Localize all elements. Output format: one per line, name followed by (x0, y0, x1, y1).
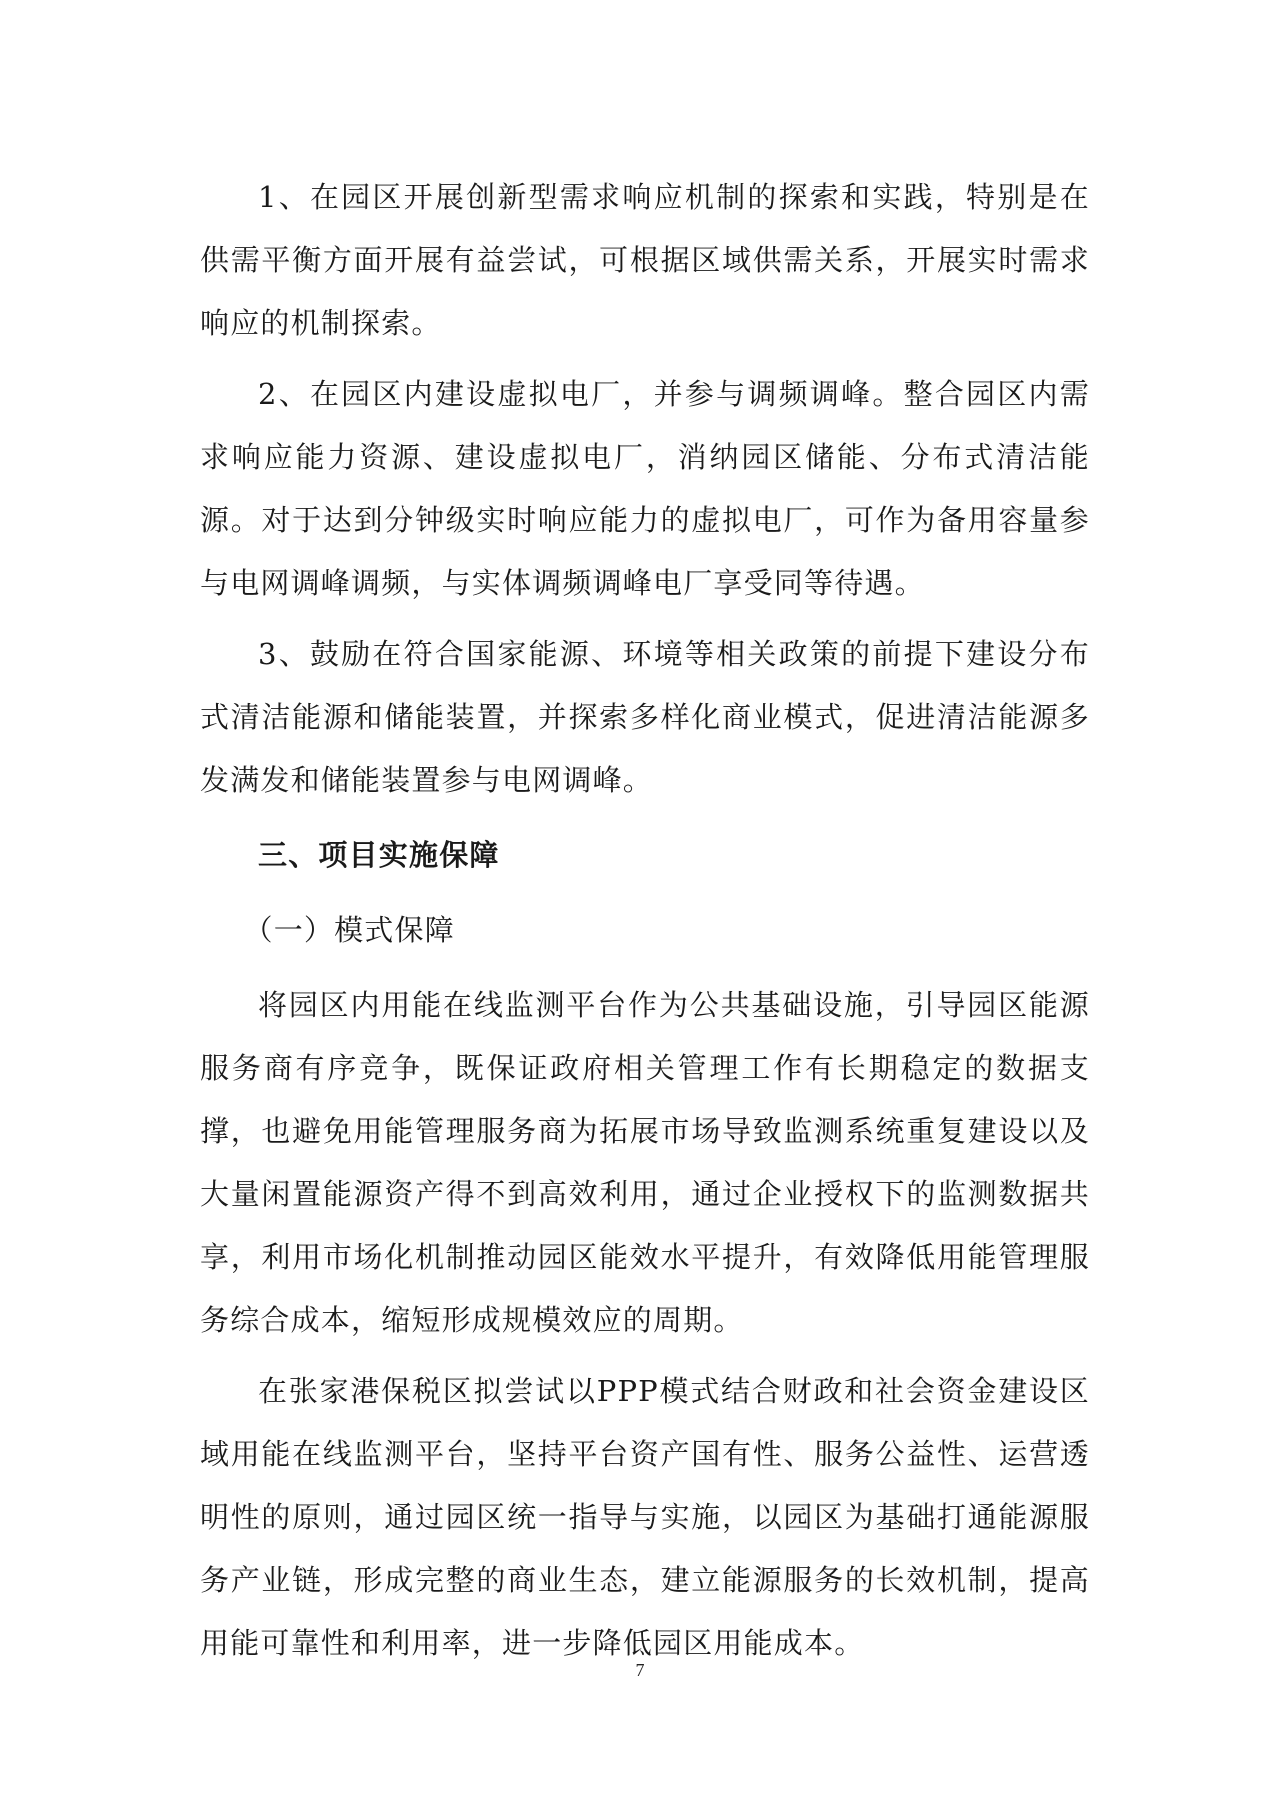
document-body (200, 166, 1090, 1675)
subsection-heading: （一）模式保障 (243, 913, 455, 947)
paragraph-ppp-model: 在张家港保税区拟尝试以PPP模式结合财政和社会资金建设区域用能在线监测平台，坚持平台资产国有性、服务公益性、运营透明性的原则，通过园区统一指导与实施，以园区为基础打通能源服务产业链，形成完整的商业生态，建立能源服务的长效机制，提高用能可靠性和利用率，进一步降低园区用能成本。 (200, 1374, 1090, 1660)
paragraph-virtual-power-plant: 2、在园区内建设虚拟电厂，并参与调频调峰。整合园区内需求响应能力资源、建设虚拟电厂，消纳园区储能、分布式清洁能源。对于达到分钟级实时响应能力的虚拟电厂，可作为备用容量参与电网调峰调频，与实体调频调峰电厂享受同等待遇。 (200, 377, 1090, 600)
paragraph-demand-response: 1、在园区开展创新型需求响应机制的探索和实践，特别是在供需平衡方面开展有益尝试，可根据区域供需关系，开展实时需求响应的机制探索。 (200, 180, 1090, 340)
paragraph-monitoring-platform: 将园区内用能在线监测平台作为公共基础设施，引导园区能源服务商有序竞争，既保证政府相关管理工作有长期稳定的数据支撑，也避免用能管理服务商为拓展市场导致监测系统重复建设以及大量闲置能源资产得不到高效利用，通过企业授权下的监测数据共享，利用市场化机制推动园区能效水平提升，有效降低用能管理服务综合成本，缩短形成规模效应的周期。 (200, 988, 1090, 1337)
paragraph-clean-energy-storage: 3、鼓励在符合国家能源、环境等相关政策的前提下建设分布式清洁能源和储能装置，并探索多样化商业模式，促进清洁能源多发满发和储能装置参与电网调峰。 (200, 637, 1090, 797)
page-number: 7 (635, 1660, 645, 1680)
section-heading: 三、项目实施保障 (258, 838, 500, 872)
